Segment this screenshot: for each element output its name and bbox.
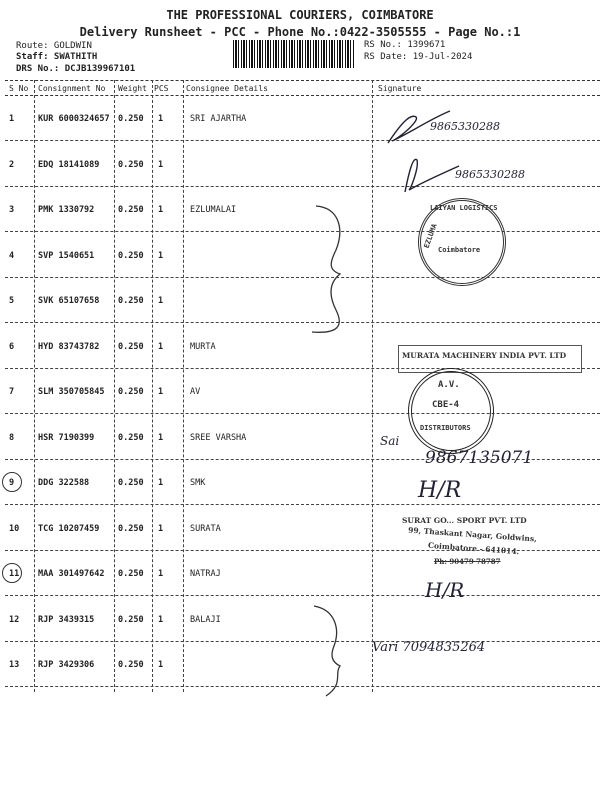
stamp-text: DISTRIBUTORS <box>420 424 471 432</box>
row-consignee: NATRAJ <box>190 569 221 579</box>
stamp-text: A.V. <box>438 380 460 390</box>
row-weight: 0.250 <box>118 387 144 397</box>
row-consignee: AV <box>190 387 201 397</box>
row-sno: 3 <box>9 205 15 215</box>
row-sno: 8 <box>9 432 15 443</box>
row-consignee: EZLUMALAI <box>190 205 237 215</box>
handwritten-bottom-signature: Vari 7094835264 <box>372 640 486 655</box>
row-consignment-no: PMK 1330792 <box>38 205 95 215</box>
row-sno: 5 <box>9 296 15 306</box>
stamp-text: MURATA MACHINERY INDIA PVT. LTD <box>402 351 567 360</box>
row-consignment-no: SLM 350705845 <box>38 387 105 397</box>
stamp-text: EZLUMA <box>422 222 439 250</box>
row-weight: 0.250 <box>118 250 144 261</box>
route-label: Route: GOLDWIN <box>16 41 92 51</box>
row-consignment-no: DDG 322588 <box>38 478 90 488</box>
col-header-details: Consignee Details <box>186 84 268 93</box>
staff-label: Staff: SWATHITH <box>16 52 98 62</box>
row-pcs: 1 <box>158 387 164 397</box>
row-weight: 0.250 <box>118 432 144 443</box>
signature-phone-1: 9865330288 <box>430 120 500 133</box>
row-sno: 12 <box>9 614 20 625</box>
row-consignment-no: EDQ 18141089 <box>38 159 100 170</box>
row-consignment-no: KUR 6000324657 <box>38 114 110 124</box>
row-pcs: 1 <box>158 478 164 488</box>
document-title: THE PROFESSIONAL COURIERS, COIMBATORE <box>166 8 434 22</box>
row-consignment-no: HYD 83743782 <box>38 341 100 352</box>
row-consignment-no: SVP 1540651 <box>38 250 95 261</box>
barcode <box>233 40 355 68</box>
row-sno: 1 <box>9 114 15 124</box>
bracket-mark-icon <box>300 600 370 700</box>
stamp-text: CBE-4 <box>432 400 460 410</box>
row-consignee: SURATA <box>190 523 221 534</box>
table-row <box>0 96 600 141</box>
row-pcs: 1 <box>158 159 164 170</box>
stamp-text: Coimbatore - 641014. <box>427 540 520 557</box>
bracket-mark-icon <box>300 200 370 340</box>
row-sno: 6 <box>9 341 15 352</box>
handwritten-name: Sai <box>380 434 400 448</box>
row-consignee: SREE VARSHA <box>190 432 247 443</box>
row-consignee: MURTA <box>190 341 216 352</box>
row-weight: 0.250 <box>118 614 144 625</box>
col-header-sno: S No <box>9 84 29 93</box>
row-sno: 4 <box>9 250 15 261</box>
stamp-text: SURAT GO... SPORT PVT. LTD <box>402 516 527 525</box>
row-sno: 13 <box>9 660 20 670</box>
row-pcs: 1 <box>158 569 164 579</box>
row-pcs: 1 <box>158 205 164 215</box>
table-row <box>0 551 600 596</box>
drs-number: DRS No.: DCJB139967101 <box>16 64 136 74</box>
table-row <box>0 369 600 414</box>
row-sno: 10 <box>9 523 20 534</box>
row-pcs: 1 <box>158 432 164 443</box>
handwritten-hr: H/R <box>425 578 465 602</box>
row-sno: 9 <box>9 478 15 488</box>
row-sno: 7 <box>9 387 15 397</box>
document-subtitle: Delivery Runsheet - PCC - Phone No.:0422-3505555 - Page No.:1 <box>79 25 521 39</box>
row-weight: 0.250 <box>118 478 144 488</box>
signature-phone-2: 9865330288 <box>455 168 525 181</box>
row-sno: 11 <box>9 569 20 579</box>
row-consignee: BALAJI <box>190 614 221 625</box>
row-consignment-no: HSR 7190399 <box>38 432 95 443</box>
row-consignee: SMK <box>190 478 206 488</box>
row-weight: 0.250 <box>118 114 144 124</box>
row-weight: 0.250 <box>118 159 144 170</box>
row-consignment-no: RJP 3429306 <box>38 660 95 670</box>
row-weight: 0.250 <box>118 341 144 352</box>
col-header-signature: Signature <box>378 84 422 93</box>
row-pcs: 1 <box>158 523 164 534</box>
table-row <box>0 506 600 551</box>
row-weight: 0.250 <box>118 523 144 534</box>
circled-row-mark <box>2 563 22 583</box>
row-pcs: 1 <box>158 341 164 352</box>
row-weight: 0.250 <box>118 660 144 670</box>
row-pcs: 1 <box>158 296 164 306</box>
row-weight: 0.250 <box>118 205 144 215</box>
row-pcs: 1 <box>158 250 164 261</box>
row-consignment-no: TCG 10207459 <box>38 523 100 534</box>
rs-number: RS No.: 1399671 <box>364 40 446 50</box>
row-pcs: 1 <box>158 114 164 124</box>
rs-date: RS Date: 19-Jul-2024 <box>364 52 473 62</box>
row-consignment-no: RJP 3439315 <box>38 614 95 625</box>
row-sno: 2 <box>9 159 15 170</box>
stamp-text: LAIYAN LOGISTICS <box>430 204 498 212</box>
col-header-consignment: Consignment No <box>38 84 106 93</box>
handwritten-phone: 9867135071 <box>425 448 534 468</box>
handwritten-hr: H/R <box>418 478 462 503</box>
table-top-line <box>5 80 600 81</box>
row-consignment-no: SVK 65107658 <box>38 296 100 306</box>
stamp-text: 99, Thaskant Nagar, Goldwins, <box>407 525 538 544</box>
row-pcs: 1 <box>158 614 164 625</box>
stamp-text: Coimbatore <box>438 246 481 254</box>
stamp-text: Ph: 90479 78787 <box>434 557 501 566</box>
row-consignment-no: MAA 301497642 <box>38 569 105 579</box>
row-weight: 0.250 <box>118 296 144 306</box>
col-header-pcs: PCS <box>154 84 169 93</box>
row-pcs: 1 <box>158 660 164 670</box>
row-consignee: SRI AJARTHA <box>190 114 247 124</box>
row-weight: 0.250 <box>118 569 144 579</box>
col-header-weight: Weight <box>118 84 147 93</box>
circled-row-mark <box>2 472 22 492</box>
